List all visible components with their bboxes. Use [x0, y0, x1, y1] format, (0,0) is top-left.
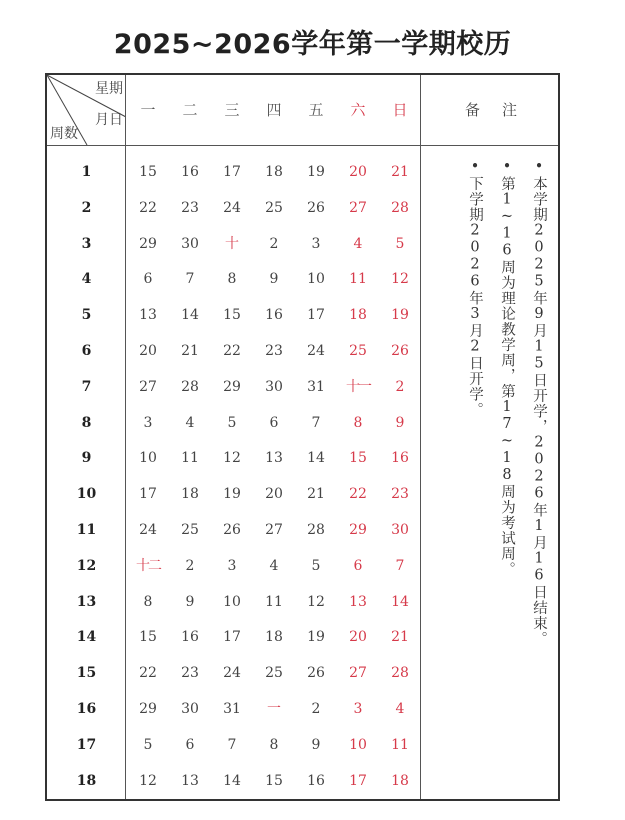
date-cell: 14 [223, 772, 241, 789]
date-cell: 20 [265, 486, 283, 503]
date-cell: 7 [395, 557, 405, 574]
date-cell: 7 [227, 736, 237, 753]
date-cell: 29 [139, 235, 157, 252]
day-header: 三 [224, 101, 240, 119]
week-number: 2 [81, 199, 92, 216]
date-cell: 28 [181, 378, 199, 395]
week-row [47, 691, 422, 727]
note: • 本学期2025年9月15日开学，2026年1月16日结束。 [529, 159, 549, 647]
date-cell: 9 [395, 414, 405, 431]
corner-weekday-label: 星期 [95, 81, 123, 97]
calendar-table [45, 73, 560, 801]
date-cell: 25 [349, 343, 367, 359]
week-row [47, 440, 422, 476]
date-cell: 22 [349, 486, 367, 503]
date-cell: 26 [307, 665, 325, 682]
week-row [47, 154, 422, 190]
week-row [47, 261, 422, 297]
date-cell: 12 [391, 271, 409, 288]
date-cell: 14 [307, 450, 325, 467]
note: • 第1~16周为理论教学周，第17~18周为考试周。 [497, 159, 517, 577]
date-cell: 15 [139, 164, 157, 180]
week-number: 16 [76, 701, 97, 717]
week-number: 15 [76, 665, 97, 682]
day-header: 一 [140, 101, 156, 119]
date-cell: 12 [223, 450, 241, 467]
week-row [47, 226, 422, 262]
date-cell: 18 [391, 772, 409, 789]
week-number: 14 [76, 629, 97, 646]
date-cell: 4 [185, 414, 195, 431]
date-cell: 30 [181, 235, 199, 252]
week-row [47, 512, 422, 548]
date-cell: 5 [143, 736, 153, 753]
date-cell: 30 [181, 701, 199, 717]
page-title: 2025~2026学年第一学期校历 [113, 29, 512, 60]
date-cell: 2 [185, 557, 195, 574]
remarks-header: 备注 [464, 101, 539, 119]
date-cell: 13 [265, 450, 283, 467]
date-cell: 11 [181, 450, 199, 467]
date-cell: 29 [349, 522, 367, 538]
date-cell: 27 [349, 199, 367, 216]
date-cell: 3 [311, 235, 321, 252]
day-header: 六 [350, 101, 366, 119]
date-cell: 16 [391, 450, 409, 467]
week-number: 11 [76, 522, 97, 538]
date-cell: 4 [269, 557, 279, 574]
date-cell: 6 [185, 736, 195, 753]
date-cell: 3 [353, 701, 363, 717]
date-cell: 2 [269, 235, 279, 252]
date-cell: 20 [139, 343, 157, 359]
date-cell: 19 [307, 629, 325, 646]
week-number: 7 [81, 378, 92, 395]
date-cell: 20 [349, 164, 367, 180]
date-cell: 23 [265, 343, 283, 359]
date-cell: 10 [349, 736, 367, 753]
date-cell: 19 [307, 164, 325, 180]
date-cell: 15 [265, 772, 283, 789]
date-cell: 6 [269, 414, 279, 431]
date-cell: 7 [185, 271, 195, 288]
date-cell: 13 [139, 307, 157, 324]
date-cell: 22 [139, 199, 157, 216]
date-cell: 12 [307, 593, 325, 610]
date-cell: 2 [395, 378, 405, 395]
date-cell: 11 [265, 593, 283, 610]
date-cell: 6 [143, 271, 153, 288]
week-row [47, 369, 422, 405]
date-cell: 9 [311, 736, 321, 753]
date-cell: 16 [181, 164, 199, 180]
date-cell: 2 [311, 701, 321, 717]
date-cell: 17 [349, 772, 367, 789]
week-row [47, 619, 422, 655]
date-cell: 27 [139, 378, 157, 395]
date-cell: 22 [139, 665, 157, 682]
date-cell: 8 [353, 414, 363, 431]
header-corner [47, 75, 126, 145]
week-number: 12 [76, 557, 97, 574]
note: • 下学期2026年3月2日开学。 [465, 159, 485, 418]
date-cell: 26 [391, 343, 409, 359]
date-cell: 25 [181, 522, 199, 538]
week-number: 6 [81, 343, 92, 359]
day-header: 五 [308, 101, 324, 119]
week-row [47, 333, 422, 369]
date-cell: 17 [307, 307, 325, 324]
date-cell: 8 [227, 271, 237, 288]
date-cell: 11 [391, 736, 409, 753]
date-cell: 17 [223, 629, 241, 646]
date-cell: 21 [181, 343, 199, 359]
date-cell: 一 [267, 701, 281, 717]
date-cell: 28 [391, 199, 409, 216]
date-cell: 17 [139, 486, 157, 503]
week-row [47, 655, 422, 691]
date-cell: 26 [223, 522, 241, 538]
date-cell: 20 [349, 629, 367, 646]
date-cell: 24 [139, 522, 157, 538]
date-cell: 13 [181, 772, 199, 789]
week-number: 3 [81, 235, 92, 252]
week-number: 10 [76, 486, 97, 503]
date-cell: 16 [265, 307, 283, 324]
date-cell: 十二 [136, 557, 160, 574]
divider [47, 145, 558, 146]
date-cell: 5 [227, 414, 237, 431]
date-cell: 23 [391, 486, 409, 503]
date-cell: 30 [391, 522, 409, 538]
date-cell: 15 [139, 629, 157, 646]
week-row [47, 548, 422, 584]
date-cell: 12 [139, 772, 157, 789]
date-cell: 14 [391, 593, 409, 610]
date-cell: 11 [349, 271, 367, 288]
date-cell: 18 [349, 307, 367, 324]
date-cell: 25 [265, 199, 283, 216]
date-cell: 3 [143, 414, 153, 431]
date-cell: 28 [307, 522, 325, 538]
date-cell: 17 [223, 164, 241, 180]
date-cell: 23 [181, 665, 199, 682]
date-cell: 21 [307, 486, 325, 503]
corner-week-label: 周数 [50, 126, 78, 142]
week-number: 8 [81, 414, 92, 431]
date-cell: 15 [223, 307, 241, 324]
date-cell: 25 [265, 665, 283, 682]
date-cell: 21 [391, 629, 409, 646]
remarks-notes [425, 159, 557, 759]
date-cell: 十一 [346, 378, 370, 395]
corner-monthday-label: 月日 [95, 112, 123, 128]
date-cell: 10 [223, 593, 241, 610]
date-cell: 28 [391, 665, 409, 682]
date-cell: 24 [223, 665, 241, 682]
date-cell: 27 [349, 665, 367, 682]
day-header: 日 [392, 101, 408, 119]
date-cell: 24 [307, 343, 325, 359]
week-number: 13 [76, 593, 97, 610]
week-number: 17 [76, 736, 97, 753]
week-row [47, 584, 422, 620]
date-cell: 19 [391, 307, 409, 324]
week-row [47, 297, 422, 333]
date-cell: 21 [391, 164, 409, 180]
date-cell: 7 [311, 414, 321, 431]
date-cell: 8 [269, 736, 279, 753]
date-cell: 18 [181, 486, 199, 503]
week-row [47, 727, 422, 763]
date-cell: 19 [223, 486, 241, 503]
date-cell: 23 [181, 199, 199, 216]
day-header: 二 [182, 101, 198, 119]
date-cell: 13 [349, 593, 367, 610]
date-cell: 十 [225, 235, 239, 252]
date-cell: 18 [265, 164, 283, 180]
date-cell: 27 [265, 522, 283, 538]
week-number: 4 [81, 271, 92, 288]
date-cell: 6 [353, 557, 363, 574]
date-cell: 16 [307, 772, 325, 789]
date-cell: 10 [139, 450, 157, 467]
date-cell: 14 [181, 307, 199, 324]
date-cell: 29 [139, 701, 157, 717]
date-cell: 4 [395, 701, 405, 717]
week-row [47, 476, 422, 512]
date-cell: 5 [395, 235, 405, 252]
day-header: 四 [266, 101, 282, 119]
date-cell: 10 [307, 271, 325, 288]
date-cell: 3 [227, 557, 237, 574]
date-cell: 29 [223, 378, 241, 395]
date-cell: 15 [349, 450, 367, 467]
date-cell: 16 [181, 629, 199, 646]
date-cell: 26 [307, 199, 325, 216]
date-cell: 8 [143, 593, 153, 610]
date-cell: 9 [269, 271, 279, 288]
week-number: 18 [76, 772, 97, 789]
date-cell: 31 [307, 378, 325, 395]
date-cell: 4 [353, 235, 363, 252]
date-cell: 31 [223, 701, 241, 717]
week-number: 9 [81, 450, 92, 467]
date-cell: 5 [311, 557, 321, 574]
date-cell: 18 [265, 629, 283, 646]
date-cell: 22 [223, 343, 241, 359]
date-cell: 30 [265, 378, 283, 395]
date-cell: 9 [185, 593, 195, 610]
week-number: 5 [81, 307, 92, 324]
week-number: 1 [81, 164, 92, 180]
week-row [47, 405, 422, 441]
week-row [47, 763, 422, 799]
week-row [47, 190, 422, 226]
date-cell: 24 [223, 199, 241, 216]
